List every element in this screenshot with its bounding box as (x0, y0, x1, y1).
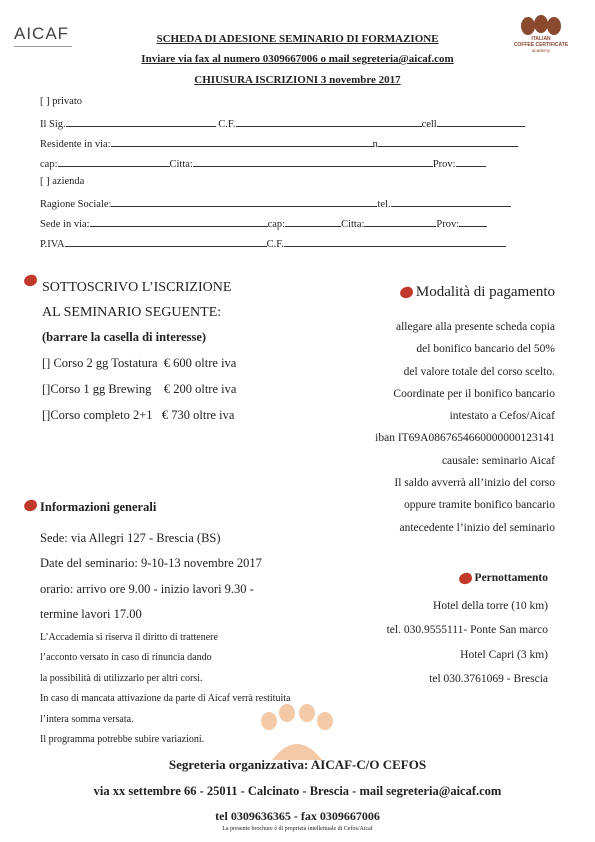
n-field[interactable] (378, 136, 518, 147)
form-title: SCHEDA DI ADESIONE SEMINARIO DI FORMAZIONE (156, 33, 439, 45)
payment-title: Modalità di pagamento (415, 284, 555, 300)
prov2-label: Prov: (436, 219, 460, 230)
form-row-piva (40, 236, 506, 250)
citta-field[interactable] (193, 156, 433, 167)
lodging-line: tel. 030.9555111- Ponte San marco (386, 624, 548, 637)
lodging-title-row (360, 572, 548, 584)
payment-line: Coordinate per il bonifico bancario (393, 387, 555, 400)
deadline: CHIUSURA ISCRIZIONI 3 novembre 2017 (194, 74, 401, 86)
cap-label: cap: (40, 159, 58, 170)
form-row-ragione (40, 196, 511, 210)
payment-line: antecedente l’inizio del seminario (399, 521, 555, 534)
badge-line2: COFFEE CERTIFICATE (513, 42, 569, 48)
payment-title-row (320, 284, 555, 301)
cap2-field[interactable] (285, 216, 341, 227)
subscribe-line1: SOTTOSCRIVO L’ISCRIZIONE (42, 280, 232, 295)
form-row-sig (40, 116, 525, 130)
payment-line: intestato a Cefos/Aicaf (449, 410, 555, 423)
form-row-residente (40, 136, 518, 150)
cf-label: C.F. (218, 119, 236, 130)
payment-iban: iban IT69A0867654660000000123141 (375, 432, 555, 445)
info-small-line: la possibilità di utilizzarlo per altri corsi. (40, 672, 203, 684)
form-row-cap (40, 156, 486, 170)
prov2-field[interactable] (459, 216, 487, 227)
cf-field[interactable] (236, 116, 422, 127)
option-tostatura[interactable]: [] Corso 2 gg Tostatura € 600 oltre iva (42, 356, 237, 370)
info-small-line: L’Accademia si riserva il diritto di trattenere (40, 632, 218, 643)
lodging-line: Hotel Capri (3 km) (460, 648, 548, 661)
copyright: La presente brochure è di proprietà intellettuale di Cefos/Aicaf (222, 826, 373, 832)
option-completo[interactable]: []Corso completo 2+1 € 730 oltre iva (42, 408, 235, 422)
prov-label: Prov: (432, 159, 456, 170)
footer-line2: via xx settembre 66 - 25011 - Calcinato - Brescia - mail segreteria@aicaf.com (93, 784, 502, 798)
cell-label: cell (421, 119, 437, 130)
residente-field[interactable] (111, 136, 373, 147)
payment-line: del bonifico bancario del 50% (416, 343, 555, 356)
footer-line3: tel 0309636365 - fax 0309667006 (215, 809, 380, 823)
residente-label: Residente in via: (40, 139, 111, 150)
lodging-line: Hotel della torre (10 km) (433, 600, 548, 612)
payment-line: oppure tramite bonifico bancario (403, 499, 555, 512)
info-small-line: l’acconto versato in caso di rinuncia dando (40, 652, 212, 664)
ragione-field[interactable] (111, 196, 377, 207)
logo-underline (14, 46, 72, 47)
lodging-lines (300, 594, 548, 691)
payment-lines (300, 316, 555, 539)
piva-label: P.IVA (40, 239, 65, 250)
info-small-line: In caso di mancata attivazione da parte di Aicaf verrà restituita (40, 693, 291, 705)
logo-text: AICAF (14, 24, 70, 43)
tel-label: tel. (377, 199, 391, 210)
cap2-label: cap: (267, 219, 286, 230)
bullet-icon (399, 286, 414, 300)
bullet-icon (457, 571, 472, 585)
sede-field[interactable] (90, 216, 268, 227)
send-info: Inviare via fax al numero 0309667006 o mail segreteria@aicaf.com (141, 53, 454, 65)
payment-section (320, 284, 555, 301)
privato-label: [ ] privato (40, 96, 82, 107)
info-line: orario: arrivo ore 9.00 - inizio lavori 9.30 - (40, 581, 254, 596)
info-line: Sede: via Allegri 127 - Brescia (BS) (40, 531, 221, 545)
citta2-label: Citta: (341, 219, 365, 230)
info-lines (40, 526, 262, 627)
paw-watermark-icon (252, 702, 342, 764)
bullet-icon (23, 274, 38, 288)
payment-line: del valore totale del corso scelto. (403, 365, 555, 378)
piva-field[interactable] (65, 236, 267, 247)
ragione-label: Ragione Sociale: (40, 199, 112, 210)
n-label: n (372, 139, 378, 150)
option-brewing[interactable]: []Corso 1 gg Brewing € 200 oltre iva (42, 382, 237, 396)
azienda-label: [ ] azienda (40, 176, 85, 187)
prov-field[interactable] (456, 156, 486, 167)
badge-line3: academy (531, 48, 551, 53)
citta-label: Citta: (169, 159, 193, 170)
payment-line: allegare alla presente scheda copia (396, 321, 555, 333)
form-azienda[interactable] (40, 176, 84, 187)
tel-field[interactable] (391, 196, 511, 207)
sig-label: Il Sig. (40, 119, 66, 130)
lodging-line: tel 030.3761069 - Brescia (429, 672, 548, 685)
footer-line1: Segreteria organizzativa: AICAF-C/O CEFOS (168, 757, 427, 772)
subscribe-note: (barrare la casella di interesse) (42, 330, 207, 344)
info-line: termine lavori 17.00 (40, 606, 142, 621)
cf2-label: C.F. (266, 239, 284, 250)
citta2-field[interactable] (364, 216, 436, 227)
payment-line: Il saldo avverrà all’inizio del corso (394, 477, 555, 490)
info-small-line: l’intera somma versata. (40, 713, 134, 725)
form-privato[interactable] (40, 96, 82, 107)
sig-field[interactable] (66, 116, 216, 127)
lodging-title: Pernottamento (474, 572, 548, 584)
info-line: Date del seminario: 9-10-13 novembre 2017 (40, 556, 262, 571)
cap-field[interactable] (58, 156, 170, 167)
sede-label: Sede in via: (40, 219, 90, 230)
subscribe-line2: AL SEMINARIO SEGUENTE: (42, 305, 222, 320)
form-row-sede (40, 216, 487, 230)
cf2-field[interactable] (284, 236, 506, 247)
badge-line1: ITALIAN (531, 36, 551, 42)
cell-field[interactable] (437, 116, 525, 127)
info-small-line: Il programma potrebbe subire variazioni. (40, 734, 205, 746)
info-title: Informazioni generali (40, 500, 157, 514)
payment-line: causale: seminario Aicaf (441, 454, 555, 467)
bullet-icon (23, 499, 38, 513)
